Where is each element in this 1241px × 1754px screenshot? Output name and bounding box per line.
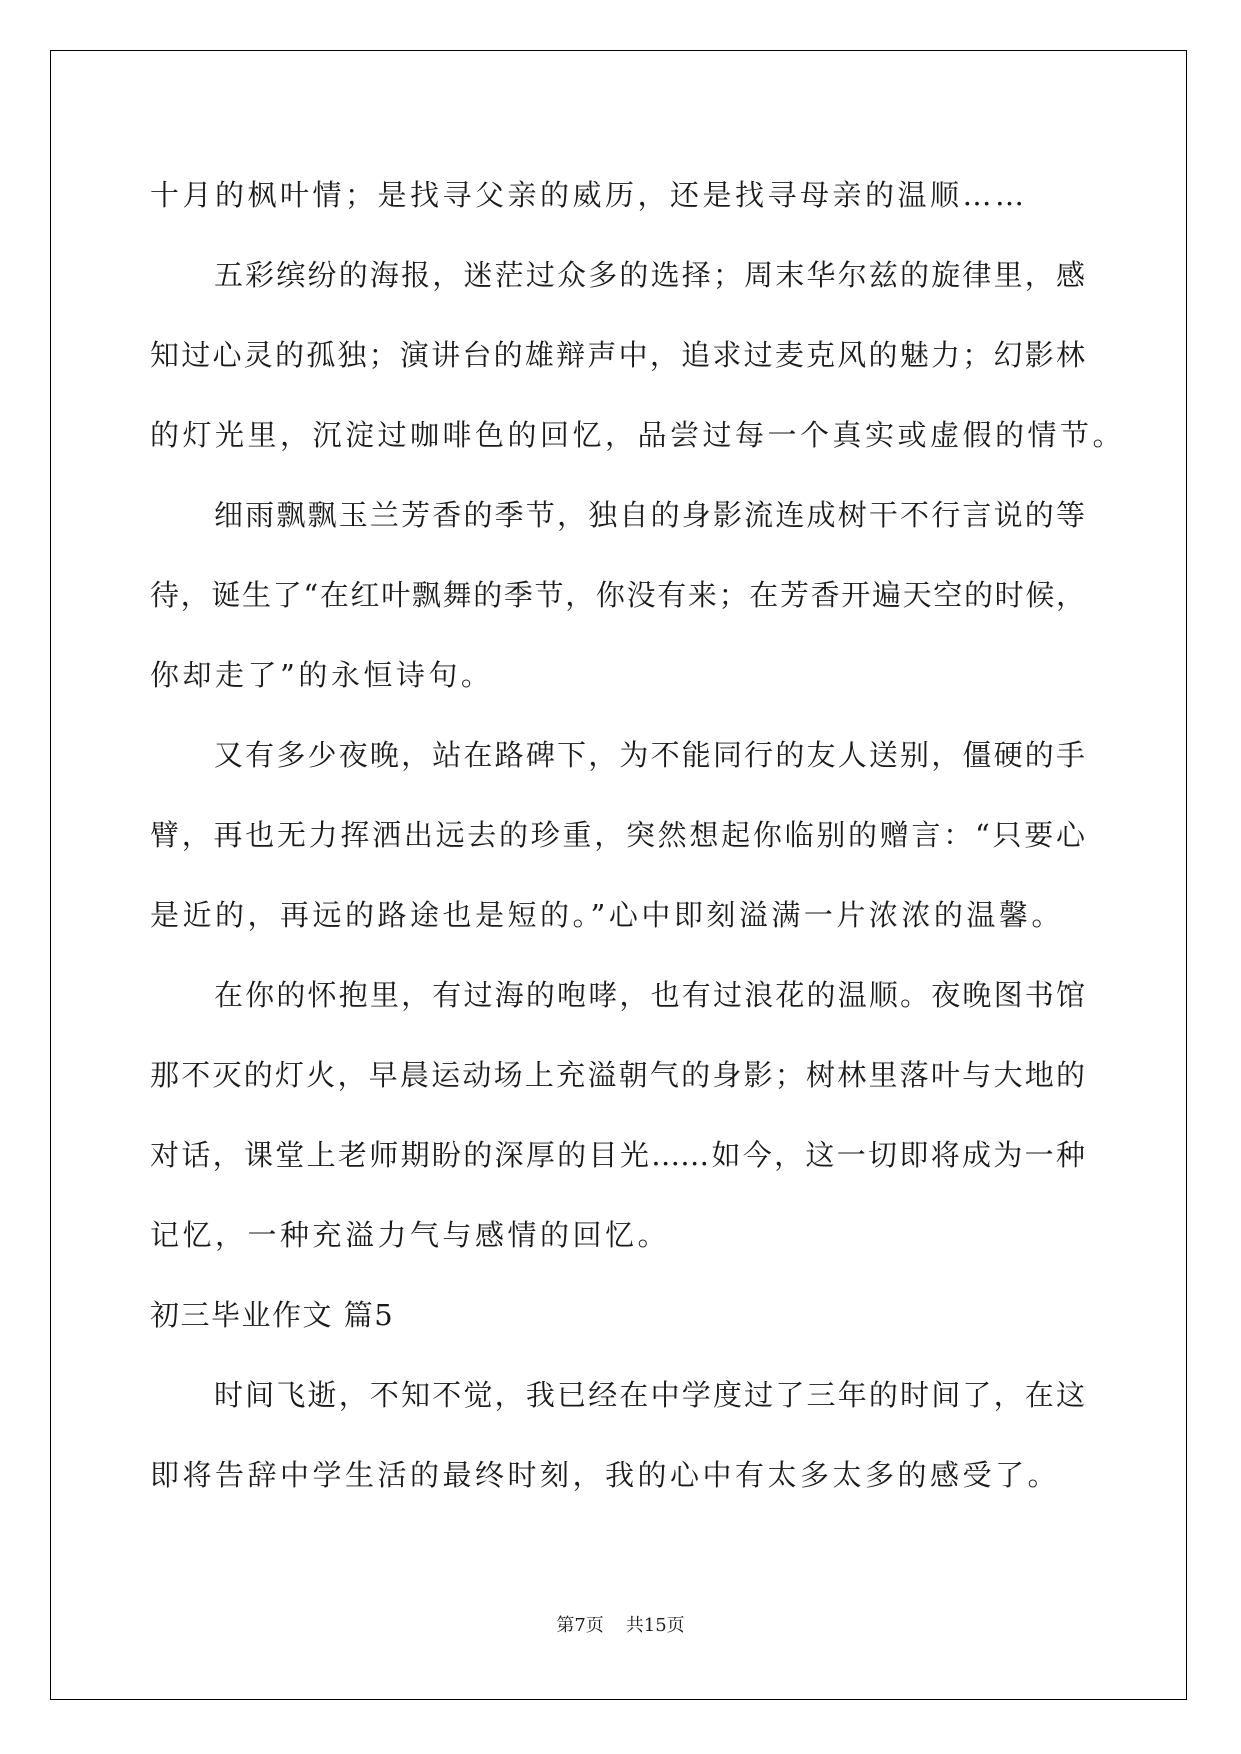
text-line: 即将告辞中学生活的最终时刻，我的心中有太多太多的感受了。 (150, 1458, 1061, 1492)
text-line: 你却走了”的永恒诗句。 (150, 658, 494, 692)
total-pages: 15 (643, 1615, 667, 1636)
text-line: 对话，课堂上老师期盼的深厚的目光……如今，这一切即将成为一种 (150, 1138, 1085, 1172)
text-line: 的灯光里，沉淀过咖啡色的回忆，品尝过每一个真实或虚假的情节。 (150, 418, 1126, 452)
total-suffix: 页 (666, 1615, 685, 1636)
page-number: 7 (574, 1615, 586, 1636)
text-line: 臂，再也无力挥洒出远去的珍重，突然想起你临别的赠言：“只要心 (150, 818, 1085, 852)
text-line: 十月的枫叶情；是找寻父亲的威历，还是找寻母亲的温顺…… (150, 178, 1028, 212)
text-line: 那不灭的灯火，早晨运动场上充溢朝气的身影；树林里落叶与大地的 (150, 1058, 1085, 1092)
page-prefix: 第 (556, 1615, 575, 1636)
paragraph-first-line: 在你的怀抱里，有过海的咆哮，也有过浪花的温顺。夜晚图书馆 (214, 978, 1085, 1012)
paragraph-first-line: 又有多少夜晚，站在路碑下，为不能同行的友人送别，僵硬的手 (214, 738, 1085, 772)
paragraph-first-line: 细雨飘飘玉兰芳香的季节，独自的身影流连成树干不行言说的等 (214, 498, 1085, 532)
text-line: 知过心灵的孤独；演讲台的雄辩声中，追求过麦克风的魅力；幻影林 (150, 338, 1085, 372)
paragraph-first-line: 时间飞逝，不知不觉，我已经在中学度过了三年的时间了，在这 (214, 1378, 1085, 1412)
text-line: 待，诞生了“在红叶飘舞的季节，你没有来；在芳香开遍天空的时候， (150, 578, 1085, 612)
page-footer (0, 1614, 1241, 1638)
page-suffix: 页 (585, 1615, 604, 1636)
total-prefix: 共 (625, 1615, 644, 1636)
paragraph-first-line: 五彩缤纷的海报，迷茫过众多的选择；周末华尔兹的旋律里，感 (214, 258, 1085, 292)
section-heading: 初三毕业作文 篇5 (150, 1298, 395, 1332)
text-line: 记忆，一种充溢力气与感情的回忆。 (150, 1218, 671, 1252)
document-body (150, 155, 1126, 1515)
text-line: 是近的，再远的路途也是短的。”心中即刻溢满一片浓浓的温馨。 (150, 898, 1064, 932)
